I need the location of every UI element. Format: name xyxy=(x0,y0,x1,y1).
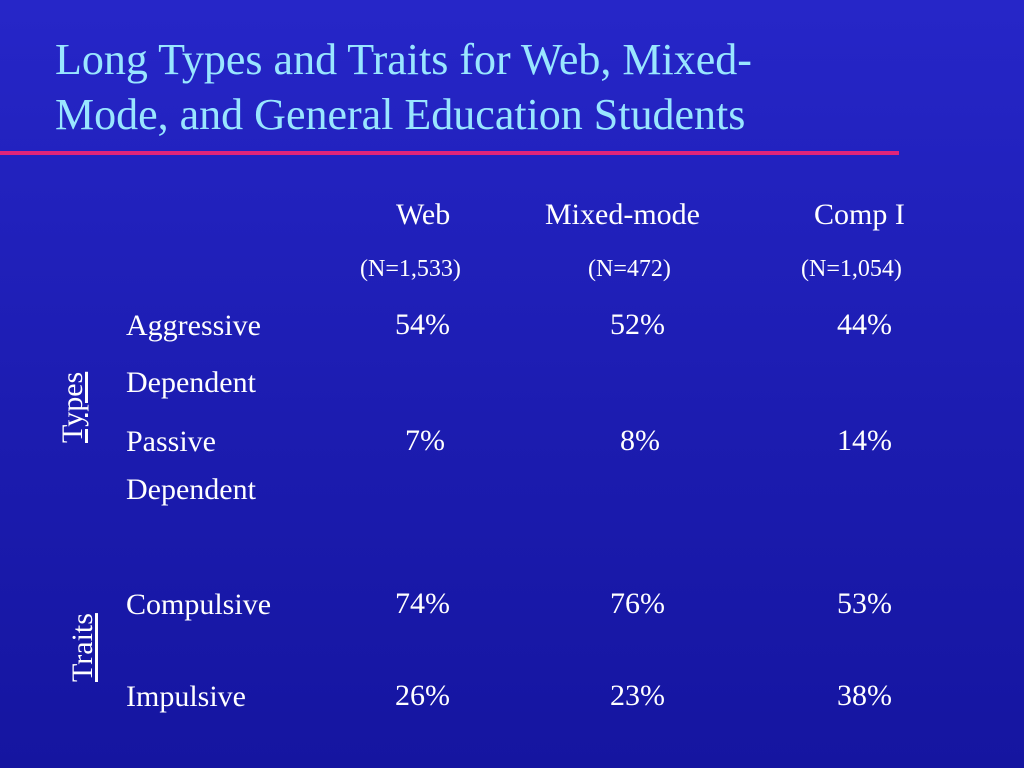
title-divider xyxy=(0,151,899,155)
cell-passive-dependent-mixed-mode: 8% xyxy=(620,424,660,457)
cell-passive-dependent-web: 7% xyxy=(405,424,445,457)
cell-passive-dependent-comp-i: 14% xyxy=(837,424,892,457)
title-line-1: Long Types and Traits for Web, Mixed- xyxy=(55,35,752,84)
column-header-web: Web xyxy=(396,198,451,231)
row-label-impulsive: Impulsive xyxy=(126,680,246,713)
row-label-compulsive: Compulsive xyxy=(126,588,272,621)
cell-aggressive-comp-i: 44% xyxy=(837,308,892,341)
row-label-aggressive: Aggressive xyxy=(126,309,261,342)
row-label-dependent: Dependent xyxy=(126,366,256,399)
cell-aggressive-mixed-mode: 52% xyxy=(610,308,665,341)
column-header-comp-i: Comp I xyxy=(814,198,905,231)
cell-aggressive-web: 54% xyxy=(395,308,450,341)
cell-compulsive-web: 74% xyxy=(395,587,450,620)
column-n-mixed-mode: (N=472) xyxy=(588,256,671,282)
cell-impulsive-mixed-mode: 23% xyxy=(610,679,665,712)
row-label-passive-dependent-line2: Dependent xyxy=(126,473,256,506)
cell-impulsive-web: 26% xyxy=(395,679,450,712)
column-n-comp-i: (N=1,054) xyxy=(801,256,902,282)
group-label-traits: Traits xyxy=(66,613,99,682)
column-n-web: (N=1,533) xyxy=(360,256,461,282)
row-label-passive: Passive xyxy=(126,425,216,458)
slide-title xyxy=(55,32,915,142)
title-line-2: Mode, and General Education Students xyxy=(55,90,746,139)
cell-compulsive-mixed-mode: 76% xyxy=(610,587,665,620)
cell-impulsive-comp-i: 38% xyxy=(837,679,892,712)
cell-compulsive-comp-i: 53% xyxy=(837,587,892,620)
column-header-mixed-mode: Mixed-mode xyxy=(545,198,700,231)
group-label-types: Types xyxy=(56,371,89,443)
